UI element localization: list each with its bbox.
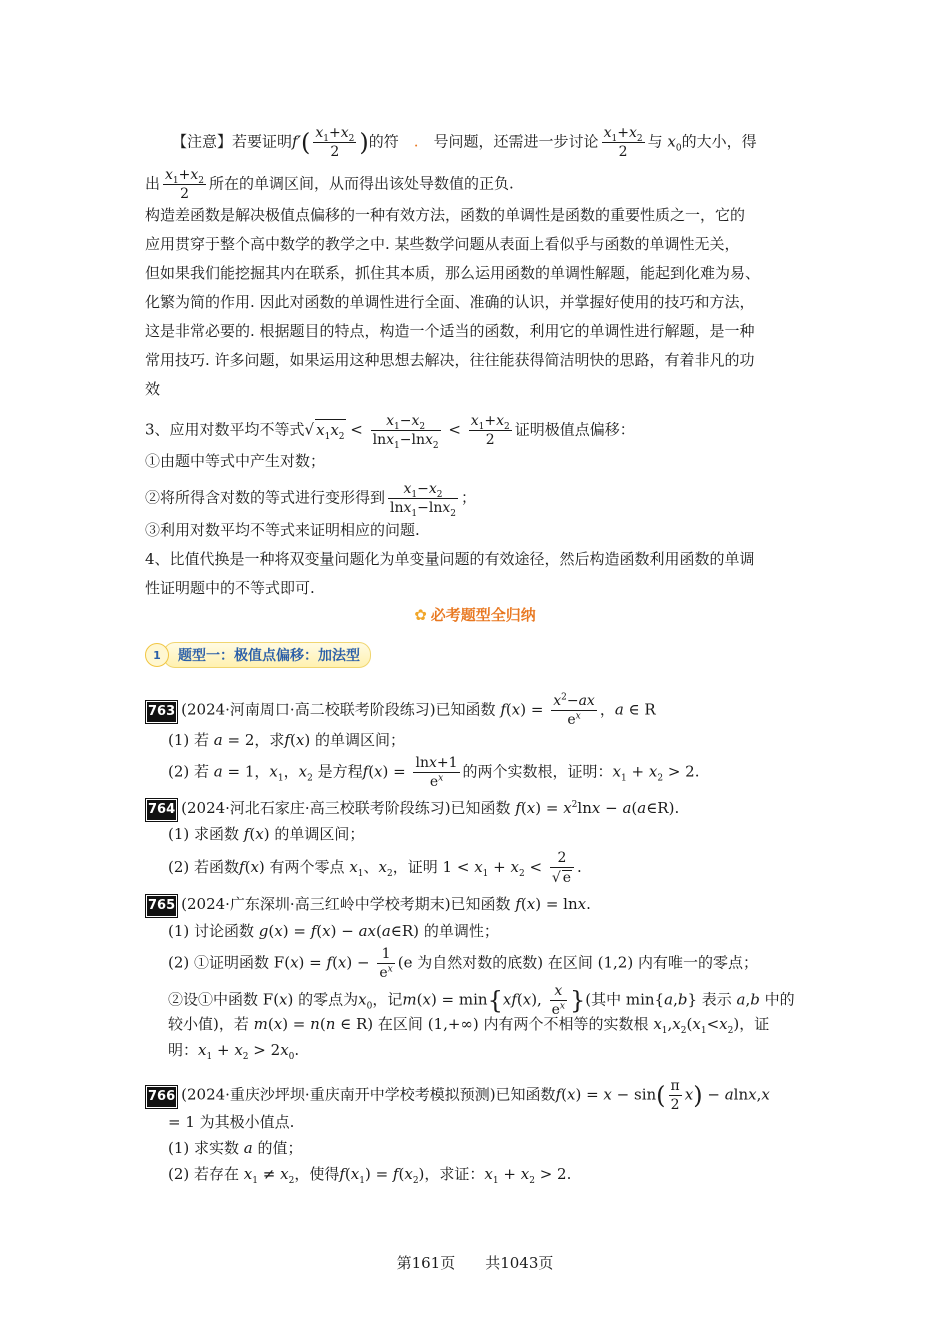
method3-step-3: ③利用对数平均不等式来证明相应的问题. xyxy=(145,521,420,539)
para-line: 构造差函数是解决极值点偏移的一种有效方法，函数的单调性是函数的重要性质之一，它的 xyxy=(145,206,746,224)
question-763-part-2: (2) 若 a = 1，$x_1$，$x_2$ 是方程f(x) = $\frac{\ln x+1}{e^x}$ 的两个实数根，证明：$x_1 + x_2 > 2$. xyxy=(168,755,700,790)
question-766-line-2: = 1 为其极小值点. xyxy=(168,1113,295,1131)
para-line: 效 xyxy=(145,380,161,398)
method3-step-2: ②将所得含对数的等式进行变形得到 $\frac{x_1-x_2}{\ln x_1-\ln x_2}$ ； xyxy=(145,481,477,519)
question-764-part-2: (2) 若函数f(x) 有两个零点 $x_1$、$x_2$，证明 $1 < x_1 + x_2$ < $\frac{2}{√ e}$ . xyxy=(168,850,582,886)
para-line: 但如果我们能挖掘其内在联系，抓住其本质，那么运用函数的单调性解题，能起到化难为易、 xyxy=(145,264,761,282)
type-number: 1 xyxy=(145,643,169,667)
note-line-1: 【注意】若要证明f′( $\frac{x_1+x_2}{2}$ )的符 . 号问题，还需进一步讨论 $\frac{x_1+x_2}{2}$ 与 $x_0$的大小，得 xyxy=(172,125,757,160)
question-number: 766 xyxy=(145,1085,178,1109)
question-765-part-5: 明：$x_1 + x_2 > 2x_0$. xyxy=(168,1041,300,1062)
question-765-stem: 765 (2024·广东深圳·高三红岭中学校考期末)已知函数 f(x) = lnx. xyxy=(145,894,591,918)
para-line: 化繁为简的作用. 因此对函数的单调性进行全面、准确的认识，并掌握好使用的技巧和方法， xyxy=(145,293,755,311)
section-heading: ✿ 必考题型全归纳 xyxy=(414,606,536,624)
question-766-part-2: (2) 若存在 $x_1 \ne x_2$，使得$f(x_1) = f(x_2)$，求证：$x_1 + x_2 > 2$. xyxy=(168,1165,572,1186)
question-number: 764 xyxy=(145,798,178,822)
para-line: 这是非常必要的. 根据题目的特点，构造一个适当的函数，利用它的单调性进行解题，是一种 xyxy=(145,322,755,340)
question-763-part-1: (1) 若 a = 2，求f(x) 的单调区间； xyxy=(168,731,405,749)
question-765-part-1: (1) 讨论函数 g(x) = f(x) − ax(a∈R) 的单调性； xyxy=(168,922,499,940)
question-764-stem: 764 (2024·河北石家庄·高三校联考阶段练习)已知函数 $f(x) = x^2\ln x$ − a(a∈R). xyxy=(145,798,679,822)
question-765-part-4: 较小值)，若 m(x) = n(n ∈ R) 在区间 (1,+∞) 内有两个不相等的实数根 $x_1,x_2(x_1<x_2)$，证 xyxy=(168,1015,770,1036)
question-765-part-3: ②设①中函数 F(x) 的零点为$x_0$，记m(x) = min{xf(x), $\frac{x}{e^x}$ }(其中 min{a,b} 表示 a,b 中的 xyxy=(168,983,795,1018)
method3-line: 3、应用对数平均不等式√ $x_1x_2$ < $\frac{x_1-x_2}{\ln x_1-\ln x_2}$ < $\frac{x_1+x_2}{2}$ 证明极值点偏移： xyxy=(145,413,635,451)
method3-step-1: ①由题中等式中产生对数； xyxy=(145,452,326,470)
para-line: 应用贯穿于整个高中数学的教学之中. 某些数学问题从表面上看似乎与函数的单调性无关， xyxy=(145,235,740,253)
method4-line: 性证明题中的不等式即可. xyxy=(145,579,315,597)
page-footer: 第161页 共1043页 xyxy=(396,1254,554,1272)
question-764-part-1: (1) 求函数 f(x) 的单调区间； xyxy=(168,825,365,843)
question-number: 763 xyxy=(145,700,178,724)
para-line: 常用技巧. 许多问题，如果运用这种思想去解决，往往能获得简洁明快的思路，有着非凡的功 xyxy=(145,351,755,369)
note-line-2: 出 $\frac{x_1+x_2}{2}$ 所在的单调区间，从而得出该处导数值的正负. xyxy=(145,167,514,202)
method4-line: 4、比值代换是一种将双变量问题化为单变量问题的有效途径，然后构造函数利用函数的单调 xyxy=(145,550,755,568)
type-label: 题型一：极值点偏移：加法型 xyxy=(163,642,371,668)
type-badge xyxy=(145,641,371,669)
question-766-stem: 766 (2024·重庆沙坪坝·重庆南开中学校考模拟预测)已知函数f(x) = x − sin( $\frac{\pi}{2}$ x) − alnx,x xyxy=(145,1079,770,1112)
question-763-stem: 763 (2024·河南周口·高二校联考阶段练习)已知函数 f(x) = $\frac{x^2-ax}{e^x}$ ，a ∈ R xyxy=(145,694,656,727)
question-766-part-1: (1) 求实数 a 的值； xyxy=(168,1139,303,1157)
question-765-part-2: (2) ①证明函数 F(x) = f(x) − $\frac{1}{e^x}$ (e 为自然对数的底数) 在区间 (1,2) 内有唯一的零点； xyxy=(168,946,758,981)
flower-icon: ✿ xyxy=(414,606,427,624)
question-number: 765 xyxy=(145,894,178,918)
